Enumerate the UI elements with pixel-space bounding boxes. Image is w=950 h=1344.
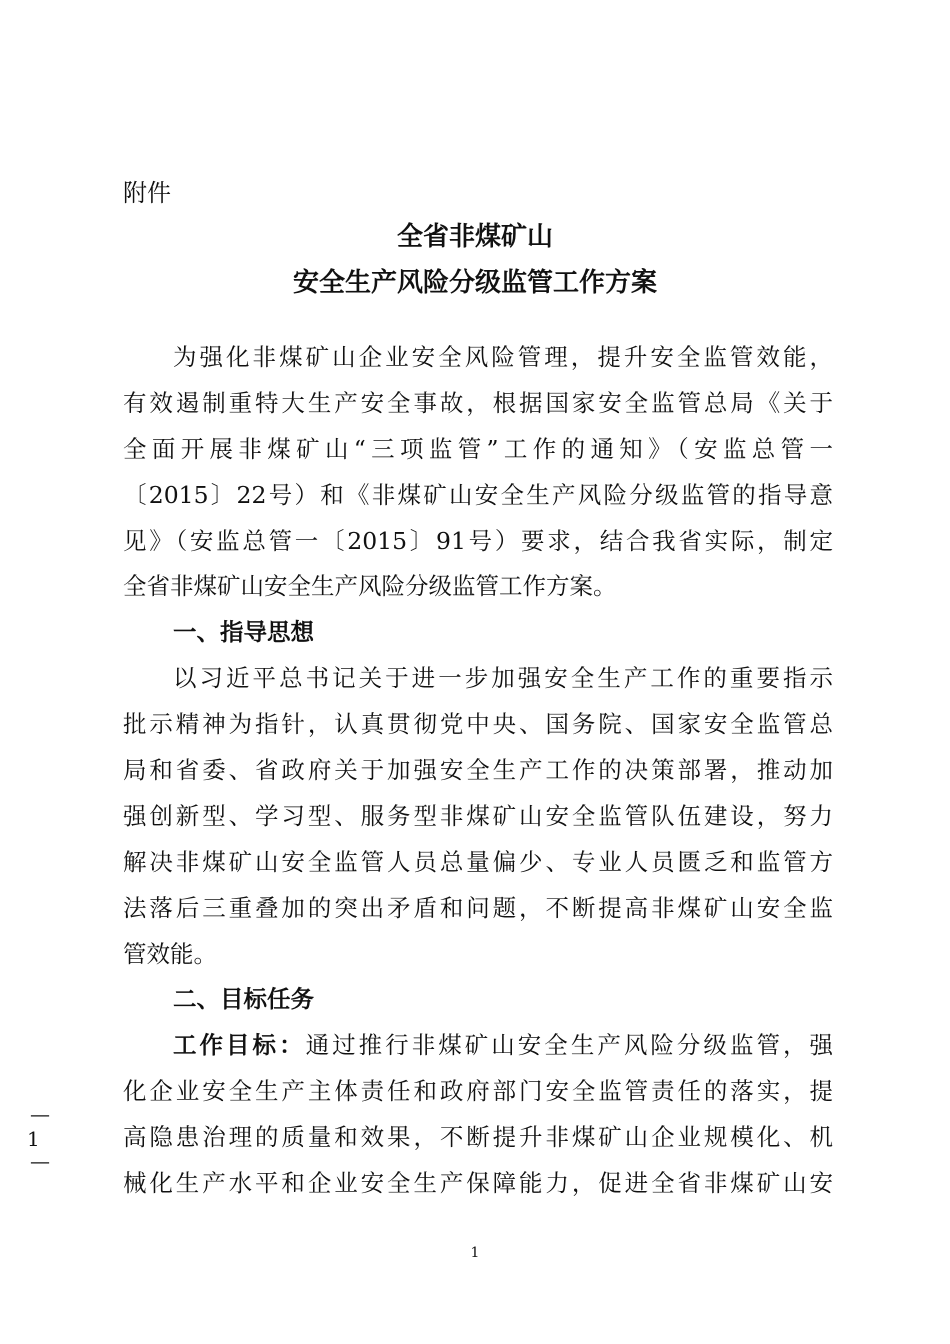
paragraph-line: 解决非煤矿山安全监管人员总量偏少、专业人员匮乏和监管方 (123, 847, 833, 876)
document-body (123, 335, 833, 1207)
page-marker-number: 1 (27, 1127, 40, 1151)
section-heading-guiding-thought: 一、指导思想 (173, 618, 314, 647)
attachment-label: 附件 (123, 179, 171, 207)
paragraph-line: 以习近平总书记关于进一步加强安全生产工作的重要指示 (173, 664, 833, 693)
paragraph-line: 为强化非煤矿山企业安全风险管理，提升安全监管效能， (173, 343, 833, 371)
section-heading-goals-tasks: 二、目标任务 (173, 985, 314, 1014)
paragraph-line: 见》（安监总管一〔2015〕91号）要求，结合我省实际，制定 (123, 526, 833, 555)
paragraph-line (123, 1023, 833, 1069)
document-title-line1: 全省非煤矿山 (396, 222, 553, 252)
paragraph-line: 法落后三重叠加的突出矛盾和问题，不断提高非煤矿山安全监 (123, 893, 833, 922)
goal-paragraph (123, 1023, 833, 1207)
footer-page-number: 1 (470, 1245, 480, 1261)
page-marker-dash-top: — (30, 1102, 50, 1126)
goal-label: 工作目标： (173, 1031, 306, 1060)
paragraph-line: 全省非煤矿山安全生产风险分级监管工作方案。 (123, 572, 617, 601)
guiding-thought-paragraph (123, 656, 833, 977)
document-title-line2: 安全生产风险分级监管工作方案 (292, 268, 657, 298)
intro-paragraph (123, 335, 833, 610)
paragraph-line: 有效遏制重特大生产安全事故，根据国家安全监管总局《关于 (123, 388, 833, 417)
page-marker-dash-bottom: — (30, 1149, 50, 1173)
paragraph-line: 强创新型、学习型、服务型非煤矿山安全监管队伍建设，努力 (123, 801, 833, 830)
paragraph-line: 全面开展非煤矿山“三项监管”工作的通知》（安监总管一 (123, 434, 833, 463)
paragraph-line: 化企业安全生产主体责任和政府部门安全监管责任的落实，提 (123, 1077, 833, 1106)
paragraph-line: 局和省委、省政府关于加强安全生产工作的决策部署，推动加 (123, 756, 833, 785)
paragraph-line: 管效能。 (123, 939, 217, 968)
paragraph-line: 高隐患治理的质量和效果，不断提升非煤矿山企业规模化、机 (123, 1123, 833, 1152)
goal-text: 通过推行非煤矿山安全生产风险分级监管，强 (305, 1031, 834, 1060)
paragraph-line: 〔2015〕22号）和《非煤矿山安全生产风险分级监管的指导意 (123, 480, 833, 509)
paragraph-line: 械化生产水平和企业安全生产保障能力，促进全省非煤矿山安 (123, 1169, 833, 1198)
paragraph-line: 批示精神为指针，认真贯彻党中央、国务院、国家安全监管总 (123, 710, 833, 739)
